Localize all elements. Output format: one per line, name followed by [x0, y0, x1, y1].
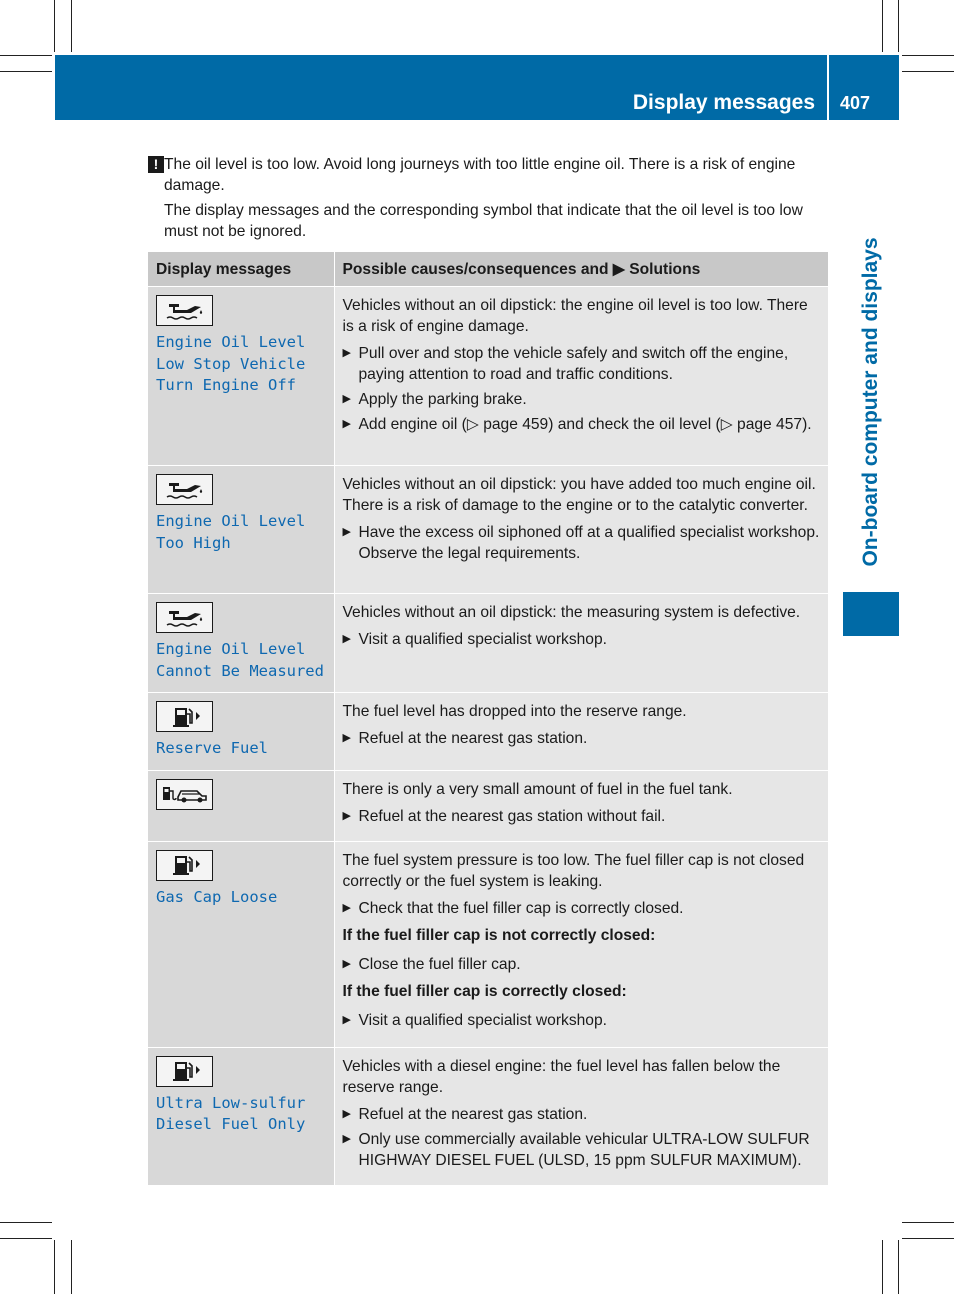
- oil-level-icon: [156, 295, 213, 326]
- section-tab-label: On-board computer and displays: [859, 237, 882, 567]
- display-cell: [148, 770, 334, 841]
- crop-mark: [54, 1240, 55, 1294]
- condition-heading: If the fuel filler cap is correctly closed:: [342, 982, 627, 1000]
- crop-mark: [0, 55, 52, 56]
- table-row: [148, 841, 828, 1047]
- crop-mark: [71, 1240, 72, 1294]
- solution-step: ▶ Check that the fuel filler cap is correctly closed.: [342, 899, 684, 917]
- table-header-row: [148, 252, 828, 287]
- cause-text: There is only a very small amount of fuel in the fuel tank.: [342, 780, 733, 798]
- crop-mark: [902, 55, 954, 56]
- step-bullet-icon: ▶: [342, 393, 351, 405]
- display-message-line: Engine Oil Level: [156, 512, 306, 530]
- solution-step: ▶ Pull over and stop the vehicle safely and switch off the engine, paying attention to road and traffic conditions.: [342, 345, 789, 383]
- condition-heading: If the fuel filler cap is not correctly closed:: [342, 926, 656, 944]
- step-bullet-icon: ▶: [342, 1013, 351, 1026]
- cause-text: Vehicles with a diesel engine: the fuel level has fallen below the reserve range.: [342, 1057, 781, 1096]
- step-bullet-icon: ▶: [342, 633, 351, 645]
- solution-step: ▶ Close the fuel filler cap.: [342, 955, 521, 973]
- fuel-pump-icon: [156, 850, 213, 881]
- table-row: [148, 466, 828, 594]
- step-bullet-icon: ▶: [342, 732, 351, 744]
- cause-cell: [334, 287, 828, 466]
- crop-mark: [71, 0, 72, 52]
- fuel-pump-icon: [156, 701, 213, 732]
- solution-step: ▶ Apply the parking brake.: [342, 391, 527, 408]
- crop-mark: [898, 1240, 899, 1294]
- cause-cell: [334, 770, 828, 841]
- cause-cell: [334, 594, 828, 693]
- display-cell: [148, 693, 334, 771]
- table-row: [148, 287, 828, 466]
- column-header-causes: Possible causes/consequences and ▶ Solutions: [334, 252, 828, 287]
- display-message-line: Engine Oil Level: [156, 333, 306, 351]
- display-cell: [148, 466, 334, 594]
- crop-mark: [902, 1238, 954, 1239]
- step-bullet-icon: ▶: [342, 1132, 351, 1145]
- crop-mark: [0, 71, 52, 72]
- cause-text: The fuel system pressure is too low. The fuel filler cap is not closed correctly or the fuel system is leaking.: [342, 851, 805, 890]
- display-message-line: Diesel Fuel Only: [156, 1115, 306, 1133]
- cause-text: Vehicles without an oil dipstick: you have added too much engine oil. There is a risk of damage to the engine or to the catalytic converter.: [342, 476, 816, 514]
- column-header-display: Display messages: [148, 252, 334, 287]
- display-message-line: Too High: [156, 533, 231, 552]
- header-bar: [55, 55, 899, 120]
- step-bullet-icon: ▶: [342, 809, 351, 822]
- crop-mark: [902, 1222, 954, 1223]
- solution-step: ▶ Refuel at the nearest gas station.: [342, 1105, 588, 1123]
- table-row: [148, 594, 828, 693]
- crop-mark: [0, 1222, 52, 1223]
- display-message-line: Gas Cap Loose: [156, 887, 278, 906]
- step-bullet-icon: ▶: [342, 1107, 351, 1120]
- display-cell: [148, 1047, 334, 1185]
- fuel-car-icon: [156, 779, 213, 810]
- note-text: The display messages and the corresponding symbol that indicate that the oil level is too low must not be ignored.: [164, 202, 803, 240]
- step-bullet-icon: ▶: [342, 957, 351, 970]
- table-row: [148, 693, 828, 771]
- page-number: 407: [840, 93, 871, 113]
- display-cell: [148, 841, 334, 1047]
- warning-text: The oil level is too low. Avoid long journeys with too little engine oil. There is a risk of engine damage.: [164, 156, 796, 194]
- section-tab-marker: [843, 592, 899, 636]
- oil-level-icon: [156, 474, 213, 505]
- display-message-line: Engine Oil Level: [156, 640, 306, 658]
- crop-mark: [882, 1240, 883, 1294]
- step-bullet-icon: ▶: [342, 347, 351, 359]
- step-bullet-icon: ▶: [342, 901, 351, 914]
- cause-cell: [334, 841, 828, 1047]
- step-bullet-icon: ▶: [342, 526, 351, 538]
- solution-step: ▶ Refuel at the nearest gas station without fail.: [342, 807, 666, 825]
- warning-icon: !: [148, 156, 164, 173]
- display-cell: [148, 287, 334, 466]
- display-messages-table: [148, 252, 828, 1186]
- crop-mark: [882, 0, 883, 52]
- display-message-line: Low Stop Vehicle: [156, 354, 306, 373]
- cause-cell: [334, 693, 828, 771]
- oil-level-icon: [156, 602, 213, 633]
- display-message-line: Reserve Fuel: [156, 739, 268, 757]
- crop-mark: [54, 0, 55, 52]
- header-divider: [827, 55, 829, 120]
- table-row: [148, 1047, 828, 1185]
- solution-step: ▶ Visit a qualified specialist workshop.: [342, 1011, 607, 1029]
- display-cell: [148, 594, 334, 693]
- cause-cell: [334, 466, 828, 594]
- solution-step: ▶ Have the excess oil siphoned off at a qualified specialist workshop. Observe the legal requirements.: [342, 524, 820, 562]
- table-row: [148, 770, 828, 841]
- notes-block: [148, 154, 828, 246]
- solution-step: ▶ Only use commercially available vehicular ULTRA-LOW SULFUR HIGHWAY DIESEL FUEL (ULSD, 15 ppm SULFUR MAXIMUM).: [342, 1130, 810, 1169]
- display-message-line: Turn Engine Off: [156, 376, 296, 394]
- crop-mark: [0, 1238, 52, 1239]
- step-bullet-icon: ▶: [342, 418, 351, 430]
- solution-step: ▶ Add engine oil (▷ page 459) and check the oil level (▷ page 457).: [342, 416, 812, 433]
- cause-text: Vehicles without an oil dipstick: the engine oil level is too low. There is a risk of engine damage.: [342, 297, 808, 335]
- page-title: Display messages: [632, 91, 815, 114]
- crop-mark: [898, 0, 899, 52]
- solution-step: ▶ Visit a qualified specialist workshop.: [342, 631, 607, 648]
- cause-text: Vehicles without an oil dipstick: the measuring system is defective.: [342, 604, 801, 621]
- cause-text: The fuel level has dropped into the reserve range.: [342, 703, 687, 720]
- fuel-pump-icon: [156, 1056, 213, 1087]
- crop-mark: [902, 71, 954, 72]
- solution-step: ▶ Refuel at the nearest gas station.: [342, 730, 588, 747]
- display-message-line: Cannot Be Measured: [156, 661, 324, 680]
- display-message-line: Ultra Low-sulfur: [156, 1093, 306, 1112]
- cause-cell: [334, 1047, 828, 1185]
